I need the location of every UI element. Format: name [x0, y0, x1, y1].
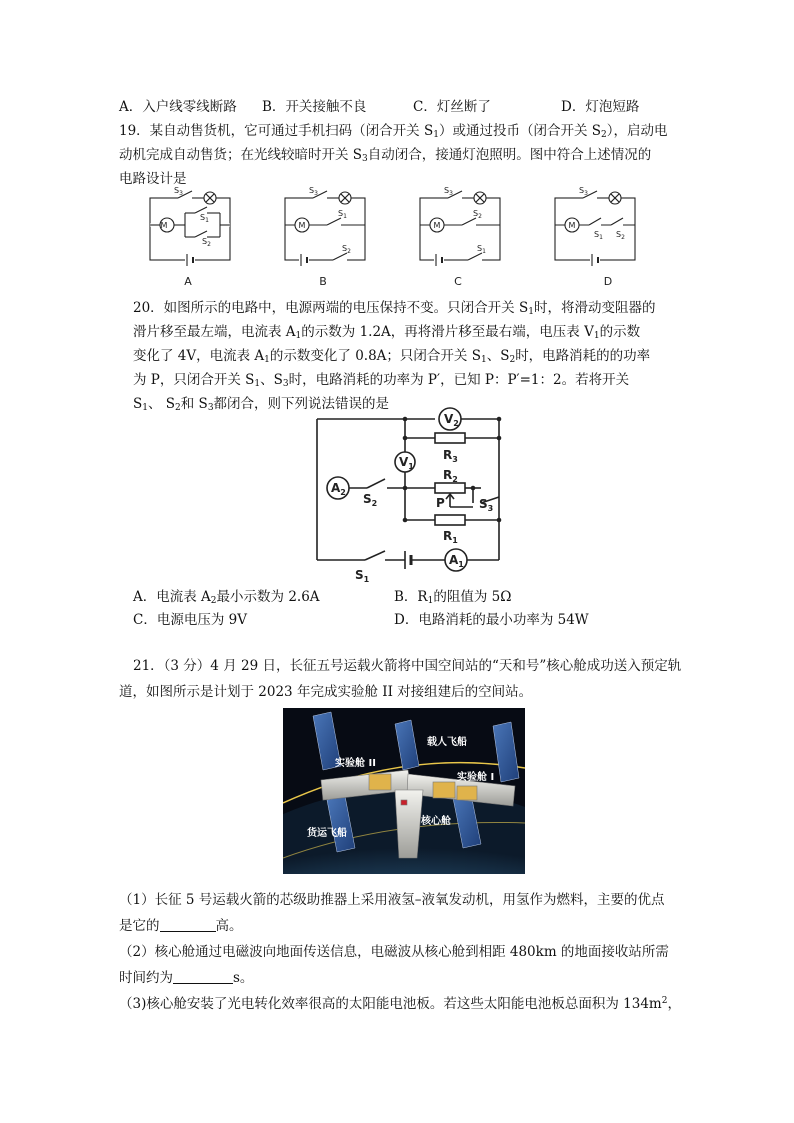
q18-option-b: B．开关接触不良: [262, 99, 367, 115]
circuit-c-motor-label: M: [433, 221, 441, 230]
v2-label: $V_2$: [444, 412, 459, 428]
q21-sub2-line-1: （2）核心舱通过电磁波向地面传送信息，电磁波从核心舱到相距 480km 的地面接收站所需: [119, 944, 669, 960]
photo-label-crew: 载人飞船: [427, 737, 467, 748]
q21-sub1-line-2: 是它的 高。: [119, 918, 243, 934]
v1-label: $V_1$: [399, 455, 414, 471]
circuit-c-s3-label: $S_3$: [444, 186, 453, 197]
space-station-photo: [283, 708, 525, 874]
circuit-b-motor-label: M: [298, 221, 306, 230]
q21-sub1-line-1: （1）长征 5 号运载火箭的芯级助推器上采用液氢–液氧发动机，用氢作为燃料，主要的优点: [119, 892, 665, 908]
circuit-d-s3-label: $S_3$: [579, 186, 588, 197]
circuit-d-s1-label: $S_1$: [594, 230, 603, 241]
circuit-a-caption: A: [184, 275, 192, 288]
q19-stem-line-1: 19．某自动售货机，它可通过手机扫码（闭合开关 $S_1$）或通过投币（闭合开关 $S_2$），启动电: [119, 123, 668, 140]
circuit-d: [555, 191, 635, 266]
s3-label: $S_3$: [479, 497, 494, 513]
q19-circuit-diagrams: [140, 185, 660, 290]
q20-circuit-diagram: [305, 405, 530, 583]
circuit-b: [285, 191, 365, 266]
circuit-c-s1-label: $S_1$: [477, 244, 486, 255]
circuit-b-s2-label: $S_2$: [342, 244, 351, 255]
circuit-a-motor-label: M: [160, 221, 168, 230]
photo-label-core: 核心舱: [421, 816, 451, 827]
photo-label-lab1: 实验舱 I: [457, 772, 495, 783]
circuit-d-s2-label: $S_2$: [616, 230, 625, 241]
slider-p-label: P: [436, 496, 445, 510]
circuit-b-caption: B: [319, 275, 327, 288]
circuit-d-caption: D: [603, 275, 613, 288]
q20-stem-line-2: 滑片移至最左端，电流表 $A_1$的示数为 1.2A，再将滑片移至最右端，电压表 $V_1$的示数: [133, 324, 641, 341]
q19-stem-line-2: 动机完成自动售货；在光线较暗时开关 $S_3$自动闭合，接通灯泡照明。图中符合上述情况的: [119, 147, 652, 164]
s1-label: $S_1$: [355, 568, 370, 583]
circuit-a-s2-label: $S_2$: [202, 237, 211, 248]
circuit-c: [420, 191, 500, 266]
q18-option-d: D．灯泡短路: [561, 99, 640, 115]
circuit-c-s2-label: $S_2$: [473, 209, 482, 220]
answer-blank-1[interactable]: [160, 919, 216, 932]
q20-option-c: C．电源电压为 9V: [133, 612, 247, 628]
q20-stem-line-4: 为 P，只闭合开关 $S_1$、$S_3$时，电路消耗的功率为 P′，已知 P：P′=1：2。若将开关: [133, 372, 630, 389]
q20-stem-line-1: 20．如图所示的电路中，电源两端的电压保持不变。只闭合开关 $S_1$时，将滑动变阻器的: [133, 300, 656, 317]
answer-blank-2[interactable]: [173, 971, 233, 984]
q20-option-a: A．电流表 $A_2$最小示数为 2.6A: [133, 589, 320, 606]
r1-label: $R_1$: [443, 529, 458, 545]
circuit-b-s1-label: $S_1$: [338, 209, 347, 220]
q18-option-c: C．灯丝断了: [413, 99, 491, 115]
circuit-b-s3-label: $S_3$: [309, 186, 318, 197]
q20-stem-line-3: 变化了 4V，电流表 $A_1$的示数变化了 0.8A；只闭合开关 $S_1$、$S_2$时，电路消耗的的功率: [133, 348, 651, 365]
r3-label: $R_3$: [443, 448, 458, 464]
q21-sub2-line-2: 时间约为 s。: [119, 970, 254, 986]
q21-stem-line-1: 21．（3 分）4 月 29 日，长征五号运载火箭将中国空间站的“天和号”核心舱成功送入预定轨: [133, 658, 682, 674]
circuit-a-s3-label: $S_3$: [174, 186, 183, 197]
photo-label-cargo: 货运飞船: [307, 828, 347, 839]
q20-option-b: B．$R_1$的阻值为 5Ω: [394, 589, 512, 606]
q19-stem-line-3: 电路设计是: [119, 171, 187, 187]
q20-option-d: D．电路消耗的最小功率为 54W: [394, 612, 589, 628]
q21-stem-line-2: 道，如图所示是计划于 2023 年完成实验舱 II 对接组建后的空间站。: [119, 684, 533, 700]
a1-label: $A_1$: [449, 553, 464, 569]
circuit-c-caption: C: [454, 275, 462, 288]
q21-sub3-line-1: （3)核心舱安装了光电转化效率很高的太阳能电池板。若这些太阳能电池板总面积为 $134m^2$，: [119, 996, 681, 1012]
s2-label: $S_2$: [363, 492, 378, 508]
r2-label: $R_2$: [443, 468, 458, 484]
circuit-a-s1-label: $S_1$: [200, 213, 209, 224]
photo-label-lab2: 实验舱 II: [335, 758, 376, 769]
q18-option-a: A．入户线零线断路: [119, 99, 237, 115]
q20-stem-line-5: $S_1$、 $S_2$和 $S_3$都闭合，则下列说法错误的是: [133, 396, 390, 413]
a2-label: $A_2$: [331, 481, 346, 497]
circuit-d-motor-label: M: [568, 221, 576, 230]
